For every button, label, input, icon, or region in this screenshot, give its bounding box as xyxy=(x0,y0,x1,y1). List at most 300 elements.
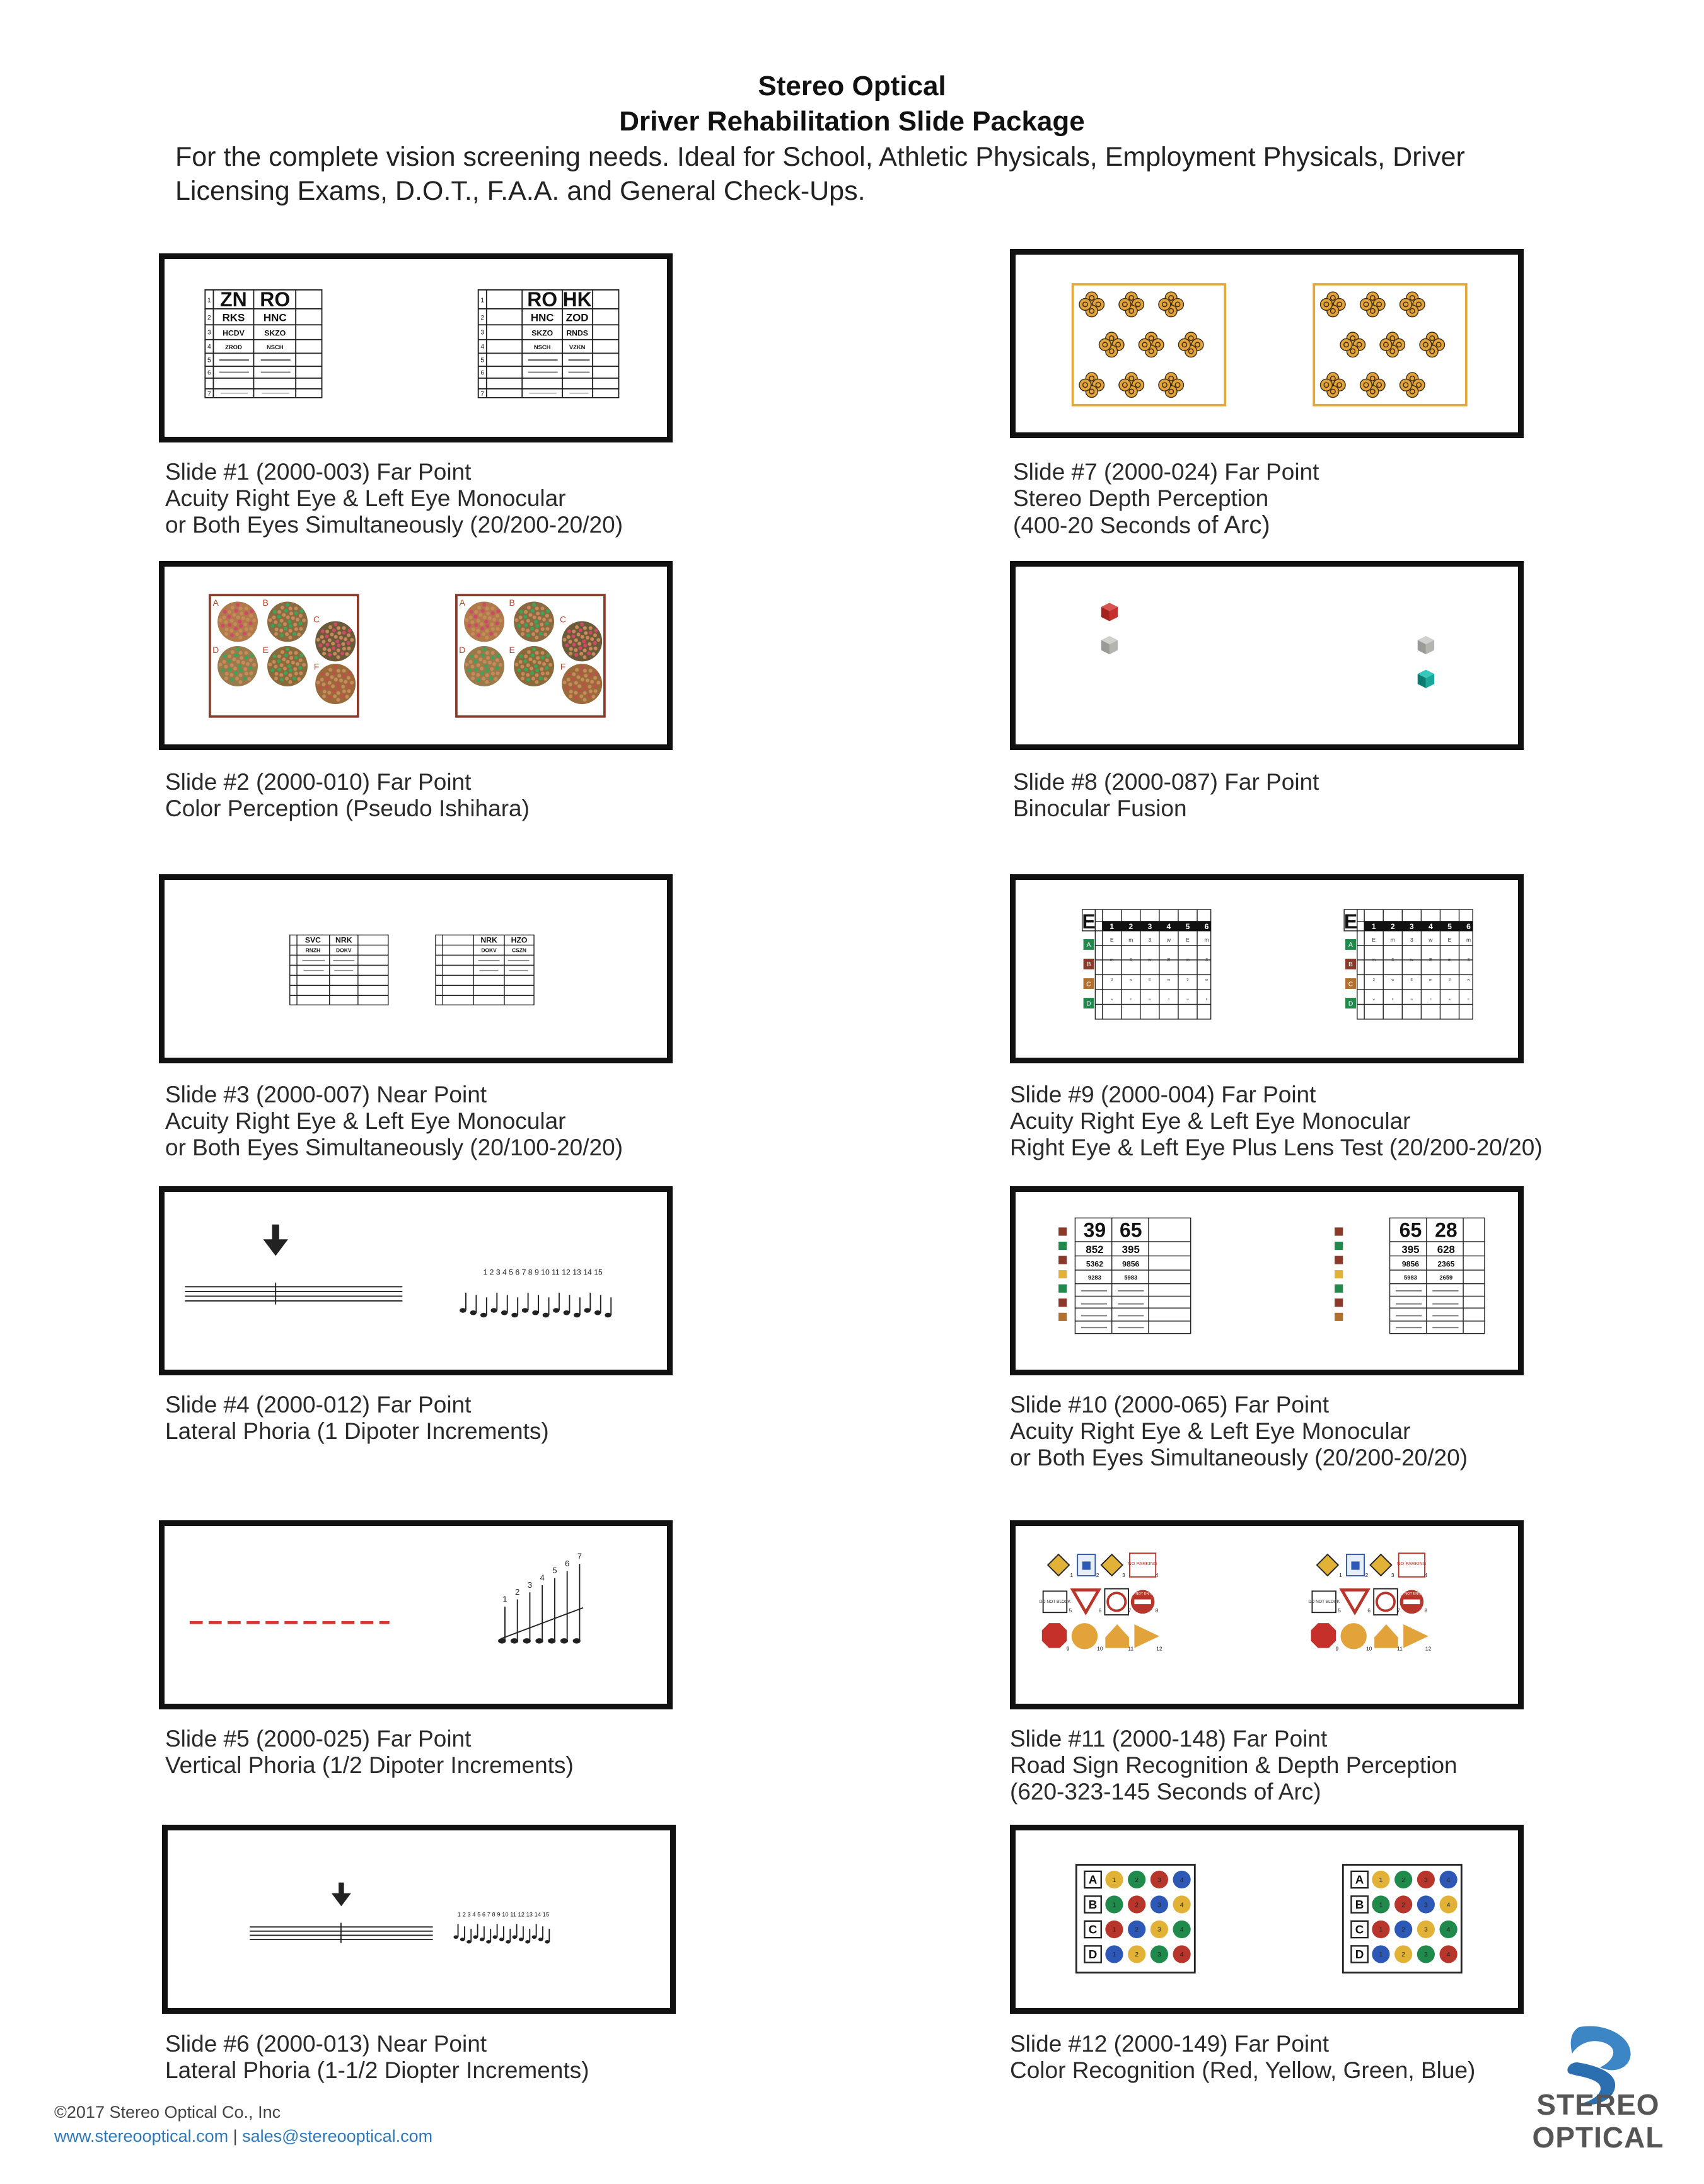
color-plate xyxy=(267,646,308,686)
caption-line: Slide #4 (2000-012) Far Point xyxy=(165,1392,472,1418)
plate-dot xyxy=(239,673,243,677)
row-color-square xyxy=(1335,1227,1343,1235)
note-head xyxy=(473,1936,478,1939)
note-head xyxy=(532,1936,536,1939)
plate-dot xyxy=(287,664,291,668)
plate-dot xyxy=(223,654,227,658)
slide-10-caption xyxy=(1010,1392,1640,1471)
plate-dot xyxy=(274,632,278,636)
plate-dot xyxy=(581,678,584,681)
row-letter: B xyxy=(1355,1898,1364,1912)
dot-number: 3 xyxy=(1157,1876,1161,1884)
row-number: 4 xyxy=(207,343,211,350)
plate-dot xyxy=(327,648,331,652)
near-acuity-graphic xyxy=(165,880,667,1058)
tumbling-e: m xyxy=(1204,936,1209,943)
plate-dot xyxy=(336,656,340,659)
column-number: 6 xyxy=(1204,922,1209,932)
plate-dot xyxy=(492,662,496,666)
plate-dot xyxy=(477,678,480,681)
red-cube xyxy=(1101,603,1118,621)
plate-dot xyxy=(587,694,591,698)
plate-dot xyxy=(347,671,351,675)
small-optotypes xyxy=(1432,1315,1458,1317)
plate-dot xyxy=(236,647,240,651)
small-optotypes xyxy=(1118,1290,1144,1291)
row-number: 3 xyxy=(480,329,485,337)
plate-dot xyxy=(280,663,284,667)
plate-dot xyxy=(524,623,528,627)
plate-dot xyxy=(519,616,523,620)
plate-dot xyxy=(485,606,489,610)
note-head xyxy=(594,1310,600,1315)
plate-dot xyxy=(333,652,337,656)
sign-text: DO NOT ENTER xyxy=(1129,1592,1156,1597)
tumbling-e: E xyxy=(1130,997,1132,1001)
plate-dot xyxy=(231,650,235,654)
row-letter: D xyxy=(1355,1948,1364,1962)
plate-dot xyxy=(521,676,525,680)
row-color-square xyxy=(1058,1270,1067,1278)
tumbling-e: E xyxy=(1205,997,1208,1001)
plate-dot xyxy=(569,695,572,698)
plate-dot xyxy=(342,674,346,678)
dot-number: 1 xyxy=(1112,1951,1116,1959)
plate-dot xyxy=(228,610,231,614)
dot-number: 4 xyxy=(1446,1926,1451,1934)
intro-line: Licensing Exams, D.O.T., F.A.A. and General Check-Ups. xyxy=(175,176,866,206)
optotype: NRK xyxy=(335,935,352,945)
plate-dot xyxy=(471,676,475,680)
scale-number: 7 xyxy=(577,1551,582,1561)
row-number: 5 xyxy=(480,357,485,364)
slide-5-caption xyxy=(165,1726,796,1779)
plate-dot xyxy=(270,668,274,672)
plate-dot xyxy=(575,668,579,672)
plate-dot xyxy=(282,613,286,617)
plate-dot xyxy=(283,667,287,671)
plate-dot xyxy=(218,662,222,666)
dot-number: 3 xyxy=(1157,1926,1161,1934)
slide-1-image xyxy=(159,253,673,442)
slide-3-caption xyxy=(165,1082,796,1161)
plate-dot xyxy=(526,663,530,667)
plate-dot xyxy=(536,611,540,615)
note-head xyxy=(543,1313,548,1317)
plate-dot xyxy=(588,685,591,689)
teal-cube xyxy=(1418,670,1434,688)
tumbling-e: m xyxy=(1447,957,1452,962)
note-head xyxy=(487,1940,491,1943)
plate-dot xyxy=(523,659,527,663)
tumbling-e: E xyxy=(1167,957,1171,962)
plate-dot xyxy=(483,660,487,664)
plate-dot xyxy=(589,647,593,650)
plate-dot xyxy=(477,650,481,654)
lateral-phoria-graphic xyxy=(165,1192,667,1370)
dot-number: 4 xyxy=(1446,1876,1451,1884)
slide-8-image xyxy=(1010,561,1524,750)
plate-dot xyxy=(488,616,492,620)
note-head xyxy=(467,1940,472,1943)
plate-dot xyxy=(494,633,497,637)
plate-dot xyxy=(342,626,346,630)
plate-dot xyxy=(246,618,250,621)
plate-dot xyxy=(524,667,528,671)
scale-head xyxy=(560,1639,567,1644)
ring-cluster xyxy=(1119,292,1144,316)
plate-dot xyxy=(596,638,600,642)
column-number: 1 xyxy=(1371,922,1376,932)
plate-dot xyxy=(322,695,326,698)
plate-dot xyxy=(239,606,243,610)
plate-dot xyxy=(249,627,253,631)
sign-number: 2 xyxy=(1096,1571,1099,1578)
plate-dot xyxy=(230,678,234,681)
plate-dot xyxy=(274,676,278,680)
row-number: 3 xyxy=(207,329,211,337)
plate-dot xyxy=(482,677,485,681)
color-plate xyxy=(464,601,504,642)
optotype: 9856 xyxy=(1122,1259,1140,1269)
plate-dot xyxy=(517,668,521,672)
plate-dot xyxy=(322,640,326,644)
tumbling-e: m xyxy=(1429,978,1432,982)
row-color-square xyxy=(1058,1256,1067,1264)
caption-line: Slide #10 (2000-065) Far Point xyxy=(1010,1392,1329,1418)
phoria-scale: 1 2 3 4 5 6 7 8 9 10 11 12 13 14 15 xyxy=(457,1910,550,1918)
merge-sign xyxy=(1371,1554,1392,1576)
plate-dot xyxy=(478,657,482,661)
plate-dot xyxy=(294,656,298,659)
plate-dot xyxy=(541,606,545,610)
sign-number: 4 xyxy=(1424,1571,1428,1578)
plate-dot xyxy=(490,623,494,627)
intro-text xyxy=(175,140,1562,208)
plate-dot xyxy=(526,678,530,681)
plate-dot xyxy=(236,603,240,606)
plate-dot xyxy=(249,666,253,670)
optotype: RKS xyxy=(222,311,245,324)
plate-dot xyxy=(533,615,536,619)
plate-dot xyxy=(469,660,473,664)
plate-dot xyxy=(472,628,475,632)
optotype: 39 xyxy=(1083,1218,1106,1242)
tumbling-e: E xyxy=(1186,936,1190,943)
plate-dot xyxy=(533,660,536,664)
note-head xyxy=(538,1938,543,1941)
row-letter: D xyxy=(1086,1000,1091,1008)
tumbling-e: E xyxy=(1372,936,1376,943)
small-optotypes xyxy=(1396,1315,1422,1317)
row-number: 6 xyxy=(480,369,485,377)
plate-dot xyxy=(534,620,538,623)
row-color-square xyxy=(1058,1242,1067,1250)
ring-cluster xyxy=(1400,292,1425,316)
caption-line: Slide #1 (2000-003) Far Point xyxy=(165,459,472,485)
note-head xyxy=(501,1310,507,1315)
plate-dot xyxy=(268,618,272,622)
small-optotypes xyxy=(1396,1327,1422,1328)
plate-dot xyxy=(583,691,587,695)
ring-cluster xyxy=(1079,292,1104,316)
plate-dot xyxy=(482,603,486,606)
plate-dot xyxy=(543,677,547,681)
caption-line: Slide #12 (2000-149) Far Point xyxy=(1010,2031,1329,2057)
plate-dot xyxy=(486,611,490,615)
scale-number: 3 xyxy=(527,1580,533,1590)
plate-dot xyxy=(477,606,481,610)
plate-dot xyxy=(583,626,587,630)
plate-dot xyxy=(591,695,595,698)
row-letter: C xyxy=(1088,1922,1098,1936)
sign-number: 6 xyxy=(1367,1607,1371,1614)
plate-dot xyxy=(223,660,226,664)
plate-dot xyxy=(526,673,530,677)
sign-number: 10 xyxy=(1365,1645,1372,1652)
optotype: NSCH xyxy=(266,343,284,350)
sign-number: 10 xyxy=(1097,1645,1103,1652)
plate-dot xyxy=(545,671,549,675)
row-number: 1 xyxy=(207,297,211,304)
plate-dot xyxy=(582,682,586,686)
caption-line: Slide #2 (2000-010) Far Point xyxy=(165,769,472,795)
plate-letter: E xyxy=(509,645,515,656)
plate-dot xyxy=(535,651,539,655)
plate-dot xyxy=(494,677,497,681)
row-letter: A xyxy=(1086,942,1091,949)
dot-number: 1 xyxy=(1112,1926,1116,1934)
plate-dot xyxy=(239,651,243,655)
dot-number: 2 xyxy=(1401,1926,1406,1934)
plate-dot xyxy=(228,667,231,671)
plate-dot xyxy=(572,643,576,647)
plate-dot xyxy=(291,616,295,620)
caption-line: or Both Eyes Simultaneously (20/200-20/20) xyxy=(1010,1445,1468,1470)
plate-dot xyxy=(337,674,341,678)
plate-dot xyxy=(563,681,567,685)
color-plate xyxy=(217,646,258,686)
email-link[interactable]: sales@stereooptical.com xyxy=(242,2127,433,2146)
plate-dot xyxy=(277,610,281,614)
plate-dot xyxy=(341,685,345,689)
optotype: ZN xyxy=(220,288,247,311)
sign-number: 9 xyxy=(1066,1645,1070,1652)
plate-dot xyxy=(325,677,328,681)
scale-number: 5 xyxy=(552,1566,557,1576)
plate-dot xyxy=(572,673,576,676)
sign-number: 6 xyxy=(1098,1607,1102,1614)
note-head xyxy=(605,1313,611,1317)
plate-dot xyxy=(531,677,535,681)
note-head xyxy=(519,1938,523,1941)
phoria-scale: 1 2 3 4 5 6 7 8 9 10 11 12 13 14 15 xyxy=(483,1268,603,1277)
dot-number: 3 xyxy=(1157,1951,1161,1959)
plate-dot xyxy=(531,609,535,613)
note-head xyxy=(526,1940,530,1943)
dot-number: 4 xyxy=(1179,1902,1184,1909)
plate-dot xyxy=(470,620,474,624)
plate-dot xyxy=(526,628,530,632)
plate-letter: B xyxy=(509,598,515,608)
plate-dot xyxy=(347,684,351,688)
plate-dot xyxy=(347,633,351,637)
plate-dot xyxy=(344,637,347,641)
plate-dot xyxy=(541,672,545,676)
plate-dot xyxy=(577,675,581,679)
plate-dot xyxy=(476,673,480,677)
sign-number: 5 xyxy=(1338,1607,1342,1614)
tumbling-e: w xyxy=(1129,978,1132,982)
plate-dot xyxy=(321,630,325,633)
ring-cluster xyxy=(1340,332,1365,357)
plate-letter: D xyxy=(459,645,466,656)
plate-dot xyxy=(277,654,281,658)
sign-number: 9 xyxy=(1335,1645,1339,1652)
plate-dot xyxy=(302,618,306,622)
small-optotypes xyxy=(1118,1303,1144,1305)
plate-dot xyxy=(273,610,277,614)
sign-number: 11 xyxy=(1128,1645,1134,1652)
note-head xyxy=(512,1313,518,1317)
ring xyxy=(1139,338,1150,350)
plate-dot xyxy=(491,611,495,615)
plate-dot xyxy=(535,636,538,640)
plate-dot xyxy=(581,635,584,638)
caption-line: Slide #9 (2000-004) Far Point xyxy=(1010,1082,1316,1107)
plate-dot xyxy=(225,672,229,676)
warning-sign xyxy=(1048,1554,1069,1576)
arrow-down-icon xyxy=(332,1883,351,1907)
dot-number: 2 xyxy=(1401,1902,1406,1909)
plate-dot xyxy=(579,652,583,656)
small-optotypes xyxy=(1432,1290,1458,1291)
plate-dot xyxy=(228,654,231,658)
dot-number: 1 xyxy=(1379,1876,1383,1884)
plate-dot xyxy=(325,635,328,638)
plate-dot xyxy=(545,614,549,618)
caption-line: Slide #8 (2000-087) Far Point xyxy=(1013,769,1319,795)
plate-dot xyxy=(519,654,523,658)
column-number: 5 xyxy=(1447,922,1452,932)
plate-dot xyxy=(241,661,245,664)
caption-line: Right Eye & Left Eye Plus Lens Test (20/200-20/20) xyxy=(1010,1135,1543,1160)
caption-line: Slide #7 (2000-024) Far Point xyxy=(1013,459,1319,485)
ring xyxy=(1340,338,1352,350)
row-number: 4 xyxy=(480,343,485,350)
plate-dot xyxy=(569,640,572,644)
ring xyxy=(1380,338,1392,350)
plate-dot xyxy=(591,652,595,656)
small-optotypes xyxy=(1081,1327,1107,1328)
plate-dot xyxy=(337,686,340,690)
plate-dot xyxy=(340,694,344,698)
plate-dot xyxy=(316,638,320,642)
plate-dot xyxy=(465,662,469,666)
column-number: 1 xyxy=(1110,922,1115,932)
vertical-phoria-graphic xyxy=(165,1526,667,1704)
plate-dot xyxy=(530,667,533,671)
plate-dot xyxy=(245,606,248,610)
plate-dot xyxy=(474,610,478,614)
plate-dot xyxy=(299,671,303,675)
ring xyxy=(1178,338,1190,350)
caption-line: Slide #3 (2000-007) Near Point xyxy=(165,1082,487,1107)
plate-dot xyxy=(472,672,475,676)
color-plate xyxy=(267,601,308,642)
optotype: HNC xyxy=(263,311,287,324)
plate-dot xyxy=(333,622,337,626)
optotype: RO xyxy=(527,288,558,311)
plate-dot xyxy=(567,672,571,676)
plate-dot xyxy=(296,662,299,666)
stereo-rings-graphic xyxy=(1016,255,1518,432)
slide-12-image xyxy=(1010,1825,1524,2014)
plate-dot xyxy=(572,685,576,689)
plate-dot xyxy=(582,639,586,643)
ring xyxy=(1119,299,1131,311)
small-optotypes xyxy=(1081,1315,1107,1317)
plate-dot xyxy=(476,628,480,632)
plate-dot xyxy=(530,622,533,626)
plate-dot xyxy=(496,666,499,670)
note-head xyxy=(454,1936,458,1939)
plate-dot xyxy=(297,633,301,637)
dot-number: 2 xyxy=(1135,1902,1139,1909)
plate-dot xyxy=(288,680,292,684)
plate-dot xyxy=(337,669,340,673)
website-link[interactable]: www.stereooptical.com xyxy=(54,2127,229,2146)
caption-part: (400-20 Seconds xyxy=(1013,512,1198,538)
plate-dot xyxy=(496,627,499,631)
plate-dot xyxy=(526,633,530,637)
plate-dot xyxy=(279,628,283,632)
tumbling-e: w xyxy=(1111,997,1113,1001)
plate-dot xyxy=(594,629,598,633)
dot-number: 3 xyxy=(1157,1902,1161,1909)
sign-number: 5 xyxy=(1069,1607,1072,1614)
optotype: DOKV xyxy=(481,947,497,954)
note-head xyxy=(545,1940,550,1943)
color-plate xyxy=(315,621,356,661)
plate-dot xyxy=(342,690,346,693)
plate-dot xyxy=(347,647,351,650)
dot-number: 2 xyxy=(1135,1951,1139,1959)
acuity-chart-graphic xyxy=(165,259,667,437)
plate-dot xyxy=(528,613,532,617)
small-optotypes xyxy=(1081,1290,1107,1291)
plate-dot xyxy=(593,684,597,688)
sign-number: 7 xyxy=(1128,1607,1132,1614)
tumbling-e: 3 xyxy=(1186,978,1189,982)
ring-cluster xyxy=(1099,332,1123,357)
optotype: NRK xyxy=(480,935,497,945)
tumbling-e: w xyxy=(1148,957,1152,962)
plate-dot xyxy=(218,618,222,622)
plate-dot xyxy=(221,668,224,672)
optotype: 5983 xyxy=(1124,1274,1138,1281)
plate-dot xyxy=(491,672,495,676)
plate-dot xyxy=(470,665,474,669)
note-head xyxy=(513,1936,517,1939)
optotype: SKZO xyxy=(531,328,554,338)
row-number: 6 xyxy=(207,369,211,377)
plate-dot xyxy=(579,671,582,675)
plate-dot xyxy=(341,642,345,646)
slide-5-image xyxy=(159,1520,673,1709)
plate-dot xyxy=(333,695,337,698)
scale-head xyxy=(536,1639,543,1644)
